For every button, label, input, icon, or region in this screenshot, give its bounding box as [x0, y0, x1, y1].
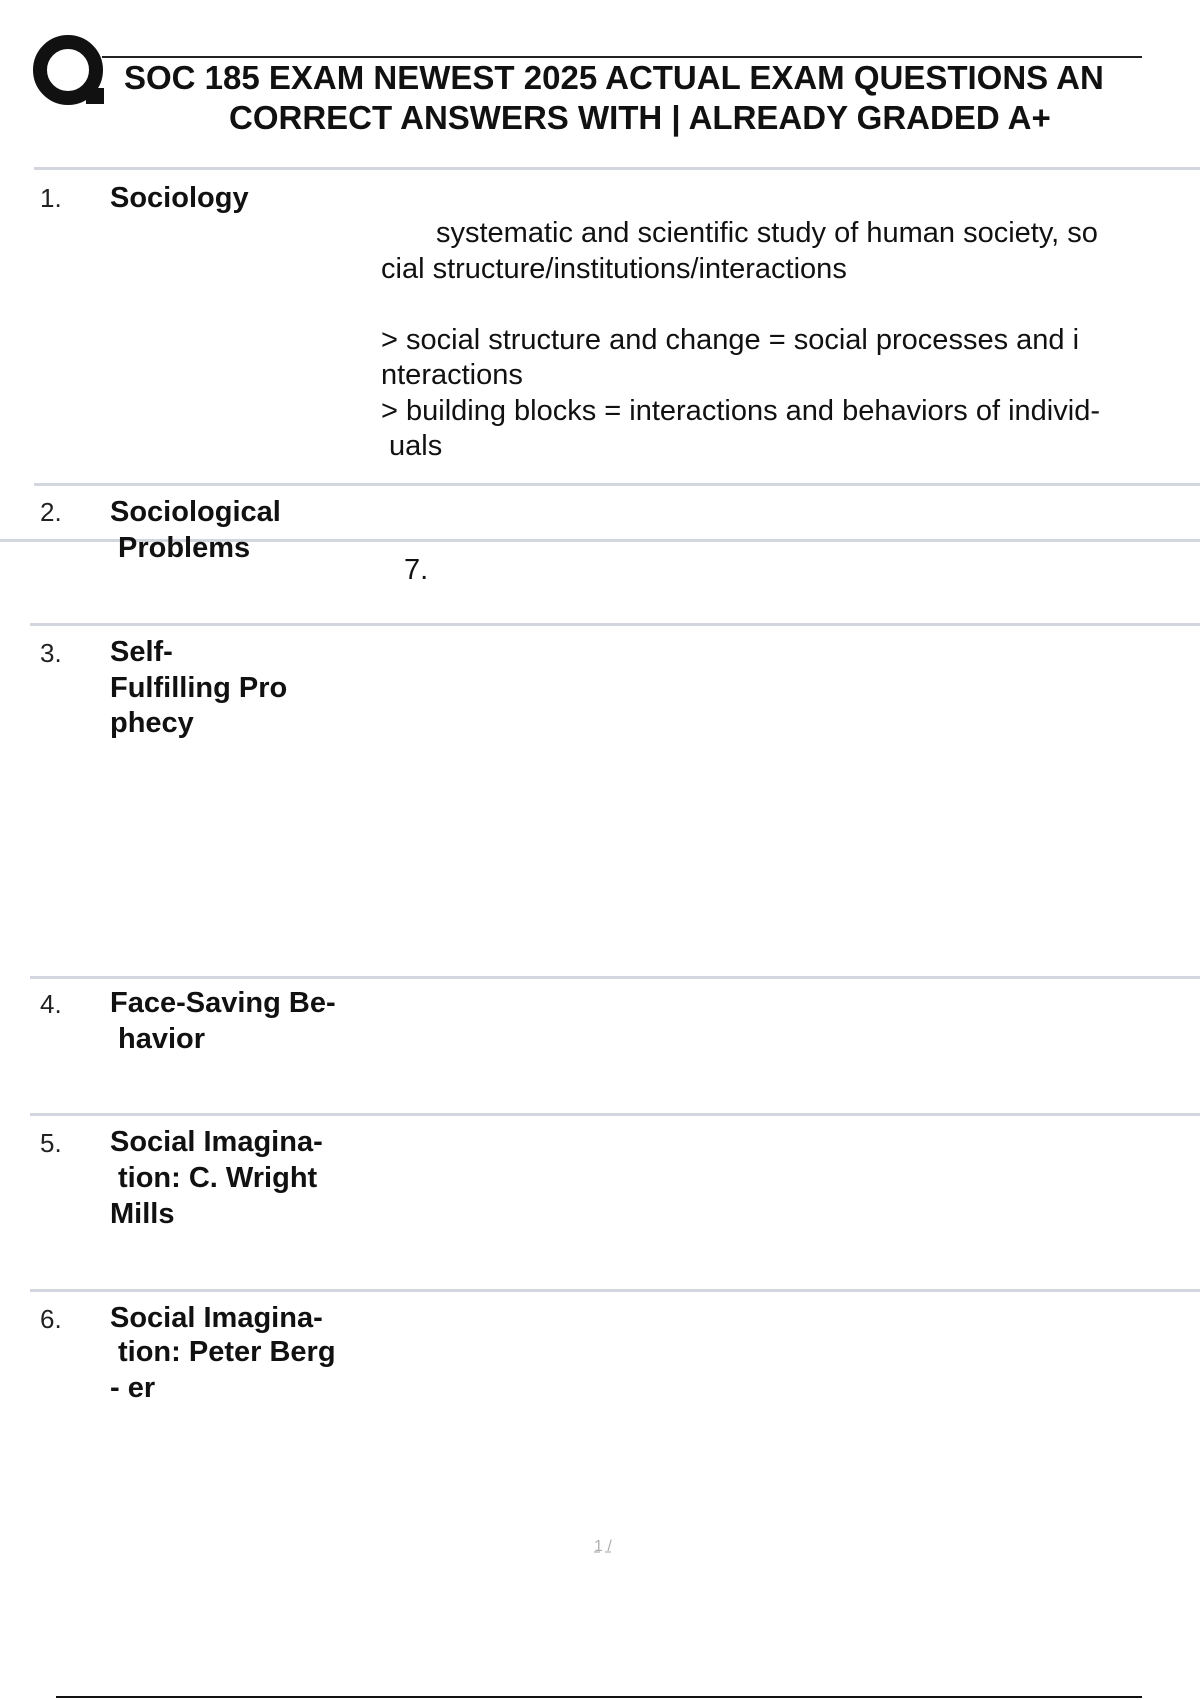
- entry-term: Sociological: [110, 496, 281, 528]
- entry-term: Problems: [118, 532, 251, 564]
- entry-definition-line: cial structure/institutions/interactions: [381, 253, 847, 285]
- row-divider: [30, 623, 1200, 626]
- entry-term: Fulfilling Pro: [110, 672, 288, 704]
- entry-definition-line: systematic and scientific study of human society, so: [436, 217, 1098, 249]
- entry-definition-line: uals: [389, 430, 443, 462]
- entry-definition-line: > building blocks = interactions and behaviors of individ-: [381, 395, 1100, 427]
- q-logo-icon: [32, 34, 108, 110]
- document-title-line-1: SOC 185 EXAM NEWEST 2025 ACTUAL EXAM QUESTIONS AN: [124, 59, 1104, 96]
- entry-number: 3.: [40, 638, 62, 668]
- entry-term: phecy: [110, 707, 194, 739]
- entry-term: tion: C. Wright: [118, 1162, 318, 1194]
- entry-term: Social Imagina-: [110, 1302, 323, 1334]
- entry-number: 2.: [40, 497, 62, 527]
- entry-term: Social Imagina-: [110, 1126, 323, 1158]
- entry-term: Sociology: [110, 182, 249, 214]
- entry-number: 4.: [40, 989, 62, 1019]
- entry-number: 5.: [40, 1128, 62, 1158]
- row-divider: [34, 483, 1200, 486]
- row-divider: [30, 1113, 1200, 1116]
- page-number: 1 /: [594, 1538, 612, 1555]
- row-divider: [30, 1289, 1200, 1292]
- entry-definition-line: nteractions: [381, 359, 523, 391]
- row-divider: [34, 167, 1200, 170]
- entry-term: - er: [110, 1372, 156, 1404]
- entry-number: 1.: [40, 183, 62, 213]
- entry-term: Face-Saving Be-: [110, 987, 336, 1019]
- entry-number: 6.: [40, 1304, 62, 1334]
- entry-definition-line: 7.: [404, 554, 429, 586]
- footer-rule: [56, 1696, 1142, 1698]
- entry-term: Self-: [110, 636, 173, 668]
- row-divider: [30, 976, 1200, 979]
- entry-term: tion: Peter Berg: [118, 1336, 336, 1368]
- entry-term: havior: [118, 1023, 206, 1055]
- entry-definition-line: > social structure and change = social processes and i: [381, 324, 1080, 356]
- entry-term: Mills: [110, 1198, 175, 1230]
- document-title-line-2: CORRECT ANSWERS WITH | ALREADY GRADED A+: [229, 99, 1051, 136]
